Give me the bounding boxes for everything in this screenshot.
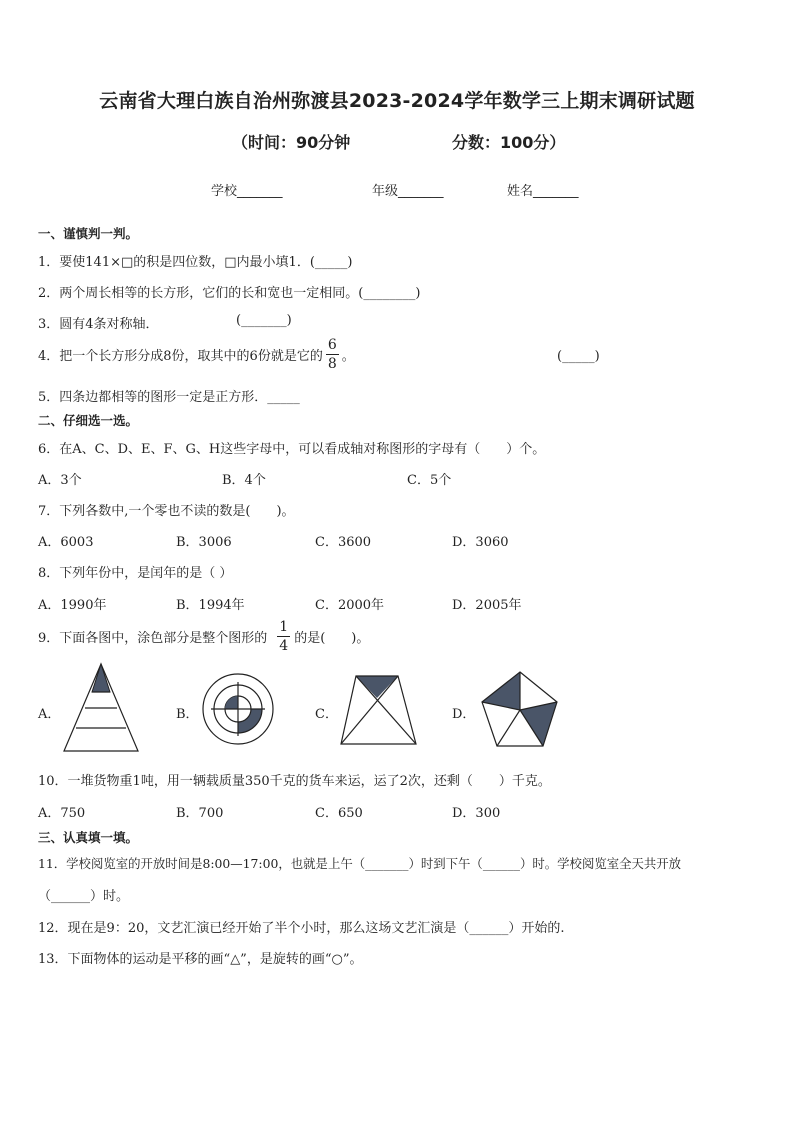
q10-option-b: B．700	[176, 806, 224, 821]
question-3: 3．圆有4条对称轴．	[38, 317, 159, 332]
question-10: 10．一堆货物重1吨，用一辆载质量350千克的货车来运，运了2次，还剩（ ）千克。	[38, 774, 551, 789]
question-9-text: 9．下面各图中，涂色部分是整个图形的	[38, 631, 268, 646]
q8-option-a: A．1990年	[38, 598, 107, 613]
q7-option-c: C．3600	[315, 535, 372, 550]
q7-option-d: D．3060	[452, 535, 509, 550]
question-1: 1．要使141×□的积是四位数，□内最小填1．(_____)	[38, 255, 353, 270]
figure-b-concentric-circles	[201, 672, 275, 746]
figure-a-triangle	[62, 662, 140, 754]
q6-option-a: A．3个	[38, 473, 82, 488]
q9-option-c: C．	[315, 707, 338, 722]
figure-c-trapezoid	[339, 674, 419, 746]
q10-option-d: D．300	[452, 806, 501, 821]
school-field: 学校_______	[211, 184, 283, 199]
section-2-heading: 二、仔细选一选。	[38, 413, 139, 428]
q10-option-a: A．750	[38, 806, 86, 821]
fraction-numerator: 1	[279, 619, 289, 635]
question-13: 13．下面物体的运动是平移的画“△”，是旋转的画“○”。	[38, 952, 363, 967]
question-9	[38, 620, 369, 653]
fraction-numerator: 6	[327, 337, 337, 353]
question-4-end: 。	[341, 349, 355, 364]
q7-option-b: B．3006	[176, 535, 232, 550]
q7-option-a: A．6003	[38, 535, 94, 550]
fraction-denominator: 4	[279, 638, 289, 654]
question-12: 12．现在是9：20，文艺汇演已经开始了半个小时，那么这场文艺汇演是（______）开始的.	[38, 921, 565, 936]
name-field: 姓名_______	[507, 184, 579, 199]
q8-option-d: D．2005年	[452, 598, 522, 613]
question-4-text: 4．把一个长方形分成8份，取其中的6份就是它的	[38, 349, 323, 364]
exam-time: （时间：90分钟	[232, 133, 351, 152]
figure-d-pentagon	[479, 669, 561, 749]
question-4-blank: (_____)	[557, 349, 600, 364]
question-9-end: 的是( )。	[294, 631, 370, 646]
grade-field: 年级_______	[372, 184, 444, 199]
q6-option-b: B．4个	[222, 473, 266, 488]
section-3-heading: 三、认真填一填。	[38, 830, 139, 845]
q8-option-b: B．1994年	[176, 598, 245, 613]
q9-option-d: D．	[452, 707, 476, 722]
question-2: 2．两个周长相等的长方形，它们的长和宽也一定相同。(________)	[38, 286, 421, 301]
fraction-one-quarter	[277, 620, 290, 653]
fraction-six-eighths	[326, 338, 339, 371]
page-title: 云南省大理白族自治州弥渡县2023-2024学年数学三上期末调研试题	[99, 90, 695, 112]
q10-option-c: C．650	[315, 806, 363, 821]
exam-score: 分数：100分）	[452, 133, 566, 152]
fraction-denominator: 8	[327, 356, 337, 372]
q6-option-c: C．5个	[407, 473, 452, 488]
question-5: 5．四条边都相等的图形一定是正方形．_____	[38, 390, 300, 405]
question-7: 7．下列各数中,一个零也不读的数是( )。	[38, 504, 295, 519]
q8-option-c: C．2000年	[315, 598, 385, 613]
question-11: 11．学校阅览室的开放时间是8:00—17:00，也就是上午（_______）时到下午（______）时。学校阅览室全天共开放	[38, 856, 682, 871]
question-8: 8．下列年份中，是闰年的是（ ）	[38, 566, 233, 581]
question-11-continued: （______）时。	[38, 889, 130, 904]
question-3-blank: (_______)	[236, 313, 292, 328]
q9-option-a: A．	[38, 707, 61, 722]
q9-option-b: B．	[176, 707, 199, 722]
question-4	[38, 338, 355, 371]
section-1-heading: 一、谨慎判一判。	[38, 226, 139, 241]
question-6: 6．在A、C、D、E、F、G、H这些字母中，可以看成轴对称图形的字母有（ ）个。	[38, 442, 546, 457]
